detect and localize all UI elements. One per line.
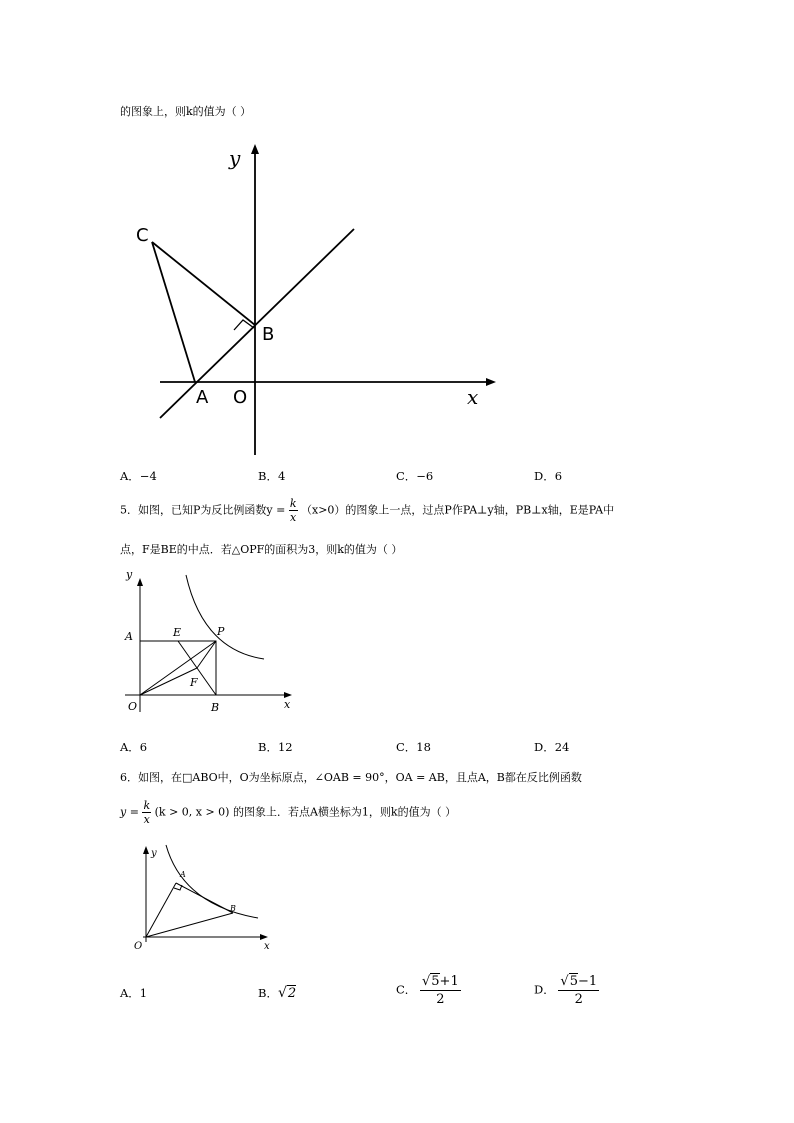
q6-stem-line1: 6．如图，在□ABO中，O为坐标原点，∠OAB = 90°，OA = AB，且点A，B都在反比例函数 (120, 771, 582, 784)
q5-label-x: x (284, 698, 291, 711)
q5-label-b: B (211, 701, 220, 714)
sqrt-icon: √ (277, 985, 287, 1001)
q6-option-a[interactable]: A．1 (120, 986, 148, 1000)
q5-label-p: P (217, 625, 225, 638)
q4-stem-tail: 的图象上，则k的值为（ ） (120, 105, 252, 118)
q6-label-y: y (151, 848, 157, 859)
q6-segment-oa (146, 883, 176, 937)
q6-label-x: x (264, 941, 270, 952)
q5-label-f: F (190, 676, 198, 689)
q6-option-d-radicand: 5 (569, 974, 578, 989)
q4-label-c: C (136, 225, 149, 246)
sqrt-icon: √ (421, 974, 431, 989)
q4-label-a: A (196, 387, 209, 408)
q6-segment-ab (176, 883, 233, 913)
q6-option-d-num-tail: −1 (577, 974, 598, 989)
q5-label-a: A (125, 630, 133, 643)
q4-option-d[interactable]: D．6 (534, 469, 563, 483)
q6-option-b-prefix: B． (258, 986, 278, 1000)
q5-stem-post: （x>0）的图象上一点，过点P作PA⊥y轴，PB⊥x轴，E是PA中 (301, 503, 615, 517)
q6-option-b[interactable] (258, 985, 296, 1001)
q6-option-c-fraction (420, 973, 461, 1008)
q5-option-d[interactable]: D．24 (534, 740, 570, 754)
q5-label-y: y (126, 568, 133, 581)
q5-option-c[interactable]: C．18 (396, 740, 431, 754)
q6-segment-ob (146, 913, 233, 937)
q5-label-e: E (173, 626, 182, 639)
q5-option-b[interactable]: B．12 (258, 740, 293, 754)
q6-option-c-num-tail: +1 (439, 974, 459, 989)
q6-stem-post: (k > 0, x > 0) 的图象上．若点A横坐标为1，则k的值为（ ） (154, 805, 457, 819)
q4-label-x: x (467, 385, 479, 409)
q5-option-a[interactable]: A．6 (120, 740, 148, 754)
q5-stem-line2: 点，F是BE的中点．若△OPF的面积为3，则k的值为（ ） (120, 543, 403, 556)
q6-stem-pre: y = (120, 805, 139, 819)
q6-option-c-prefix: C． (396, 982, 417, 997)
q6-option-d-fraction (558, 973, 599, 1008)
q4-option-a[interactable]: A．−4 (120, 469, 157, 483)
q6-option-d[interactable] (534, 973, 599, 1008)
q6-option-d-prefix: D． (534, 982, 555, 997)
q4-label-o: O (233, 387, 248, 408)
q5-frac-den: x (290, 511, 297, 524)
q6-frac-den: x (143, 813, 150, 826)
q5-stem-pre: 5．如图，已知P为反比例函数y = (120, 503, 286, 517)
q4-label-b: B (262, 324, 275, 345)
q4-option-c[interactable]: C．−6 (396, 469, 434, 483)
q6-option-c-radicand: 5 (431, 974, 440, 989)
q5-frac-num: k (289, 497, 297, 510)
sqrt-icon: √ (560, 974, 569, 989)
q5-label-o: O (128, 700, 138, 713)
q6-frac-num: k (143, 799, 151, 812)
q4-option-b[interactable]: B．4 (258, 469, 286, 483)
q6-label-a: A (180, 870, 186, 879)
q6-option-c-den: 2 (436, 992, 445, 1007)
q4-label-y: y (229, 146, 241, 170)
q6-label-b: B (230, 904, 236, 913)
q6-option-c[interactable] (396, 973, 461, 1008)
q6-option-b-radicand: 2 (287, 986, 297, 1001)
q6-label-o: O (134, 941, 143, 952)
q6-option-d-den: 2 (574, 992, 583, 1007)
